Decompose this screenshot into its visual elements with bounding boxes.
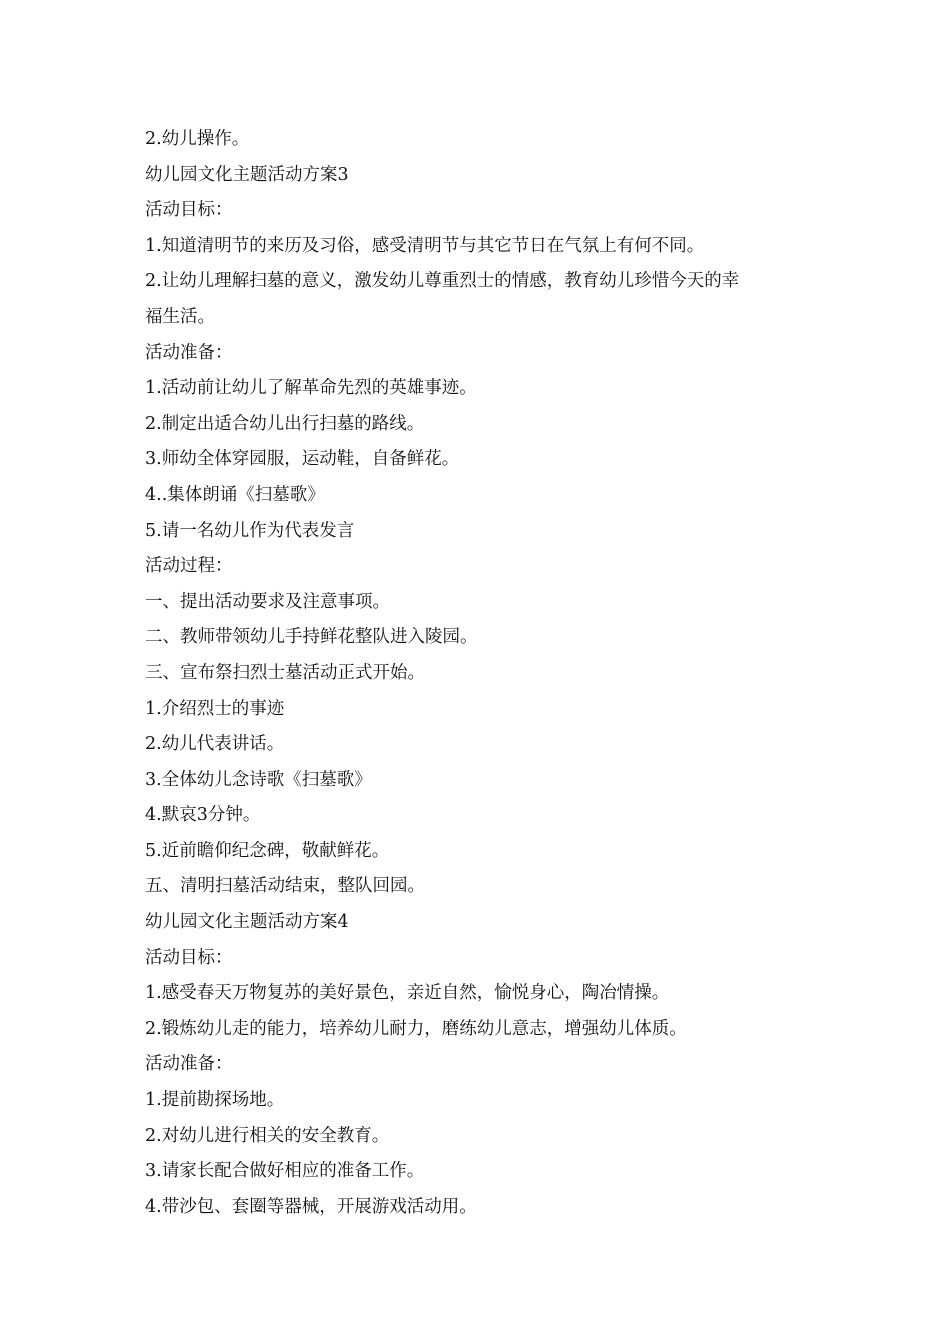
- text-line: 2.幼儿代表讲话。: [145, 734, 285, 755]
- text-line: 1.感受春天万物复苏的美好景色，亲近自然，愉悦身心，陶冶情操。: [145, 983, 670, 1004]
- text-line: 4.带沙包、套圈等器械，开展游戏活动用。: [145, 1196, 477, 1217]
- text-line: 一、提出活动要求及注意事项。: [145, 591, 390, 612]
- text-line: 2.幼儿操作。: [145, 129, 250, 149]
- text-line: 五、清明扫墓活动结束，整队回园。: [145, 876, 425, 897]
- subheading: 活动准备：: [145, 1054, 233, 1075]
- section-heading: 幼儿园文化主题活动方案3: [145, 164, 349, 185]
- text-line: 4.默哀3分钟。: [145, 805, 261, 826]
- text-line: 1.提前勘探场地。: [145, 1090, 285, 1111]
- document-body: [145, 122, 825, 1225]
- text-line: 1.介绍烈士的事迹: [145, 698, 285, 719]
- text-line: 福生活。: [145, 306, 215, 327]
- subheading: 活动过程：: [145, 556, 233, 577]
- section-heading: 幼儿园文化主题活动方案4: [145, 912, 349, 933]
- subheading: 活动目标：: [145, 200, 233, 221]
- subheading: 活动目标：: [145, 947, 233, 968]
- subheading: 活动准备：: [145, 342, 233, 363]
- text-line: 2.让幼儿理解扫墓的意义，激发幼儿尊重烈士的情感，教育幼儿珍惜今天的幸: [145, 271, 740, 292]
- text-line: 2.锻炼幼儿走的能力，培养幼儿耐力，磨练幼儿意志，增强幼儿体质。: [145, 1018, 687, 1039]
- text-line: 5.请一名幼儿作为代表发言: [145, 520, 355, 541]
- text-line: 3.请家长配合做好相应的准备工作。: [145, 1161, 425, 1182]
- text-line: 3.全体幼儿念诗歌《扫墓歌》: [145, 769, 372, 790]
- text-line: 三、宣布祭扫烈士墓活动正式开始。: [145, 662, 425, 683]
- text-line: 4..集体朗诵《扫墓歌》: [145, 484, 325, 505]
- text-line: 3.师幼全体穿园服，运动鞋，自备鲜花。: [145, 449, 460, 470]
- text-line: 二、教师带领幼儿手持鲜花整队进入陵园。: [145, 627, 478, 648]
- text-line: 1.活动前让幼儿了解革命先烈的英雄事迹。: [145, 378, 477, 399]
- text-line: 2.对幼儿进行相关的安全教育。: [145, 1125, 390, 1146]
- text-line: 1.知道清明节的来历及习俗，感受清明节与其它节日在气氛上有何不同。: [145, 235, 705, 256]
- text-line: 2.制定出适合幼儿出行扫墓的路线。: [145, 413, 425, 434]
- text-line: 5.近前瞻仰纪念碑，敬献鲜花。: [145, 840, 390, 861]
